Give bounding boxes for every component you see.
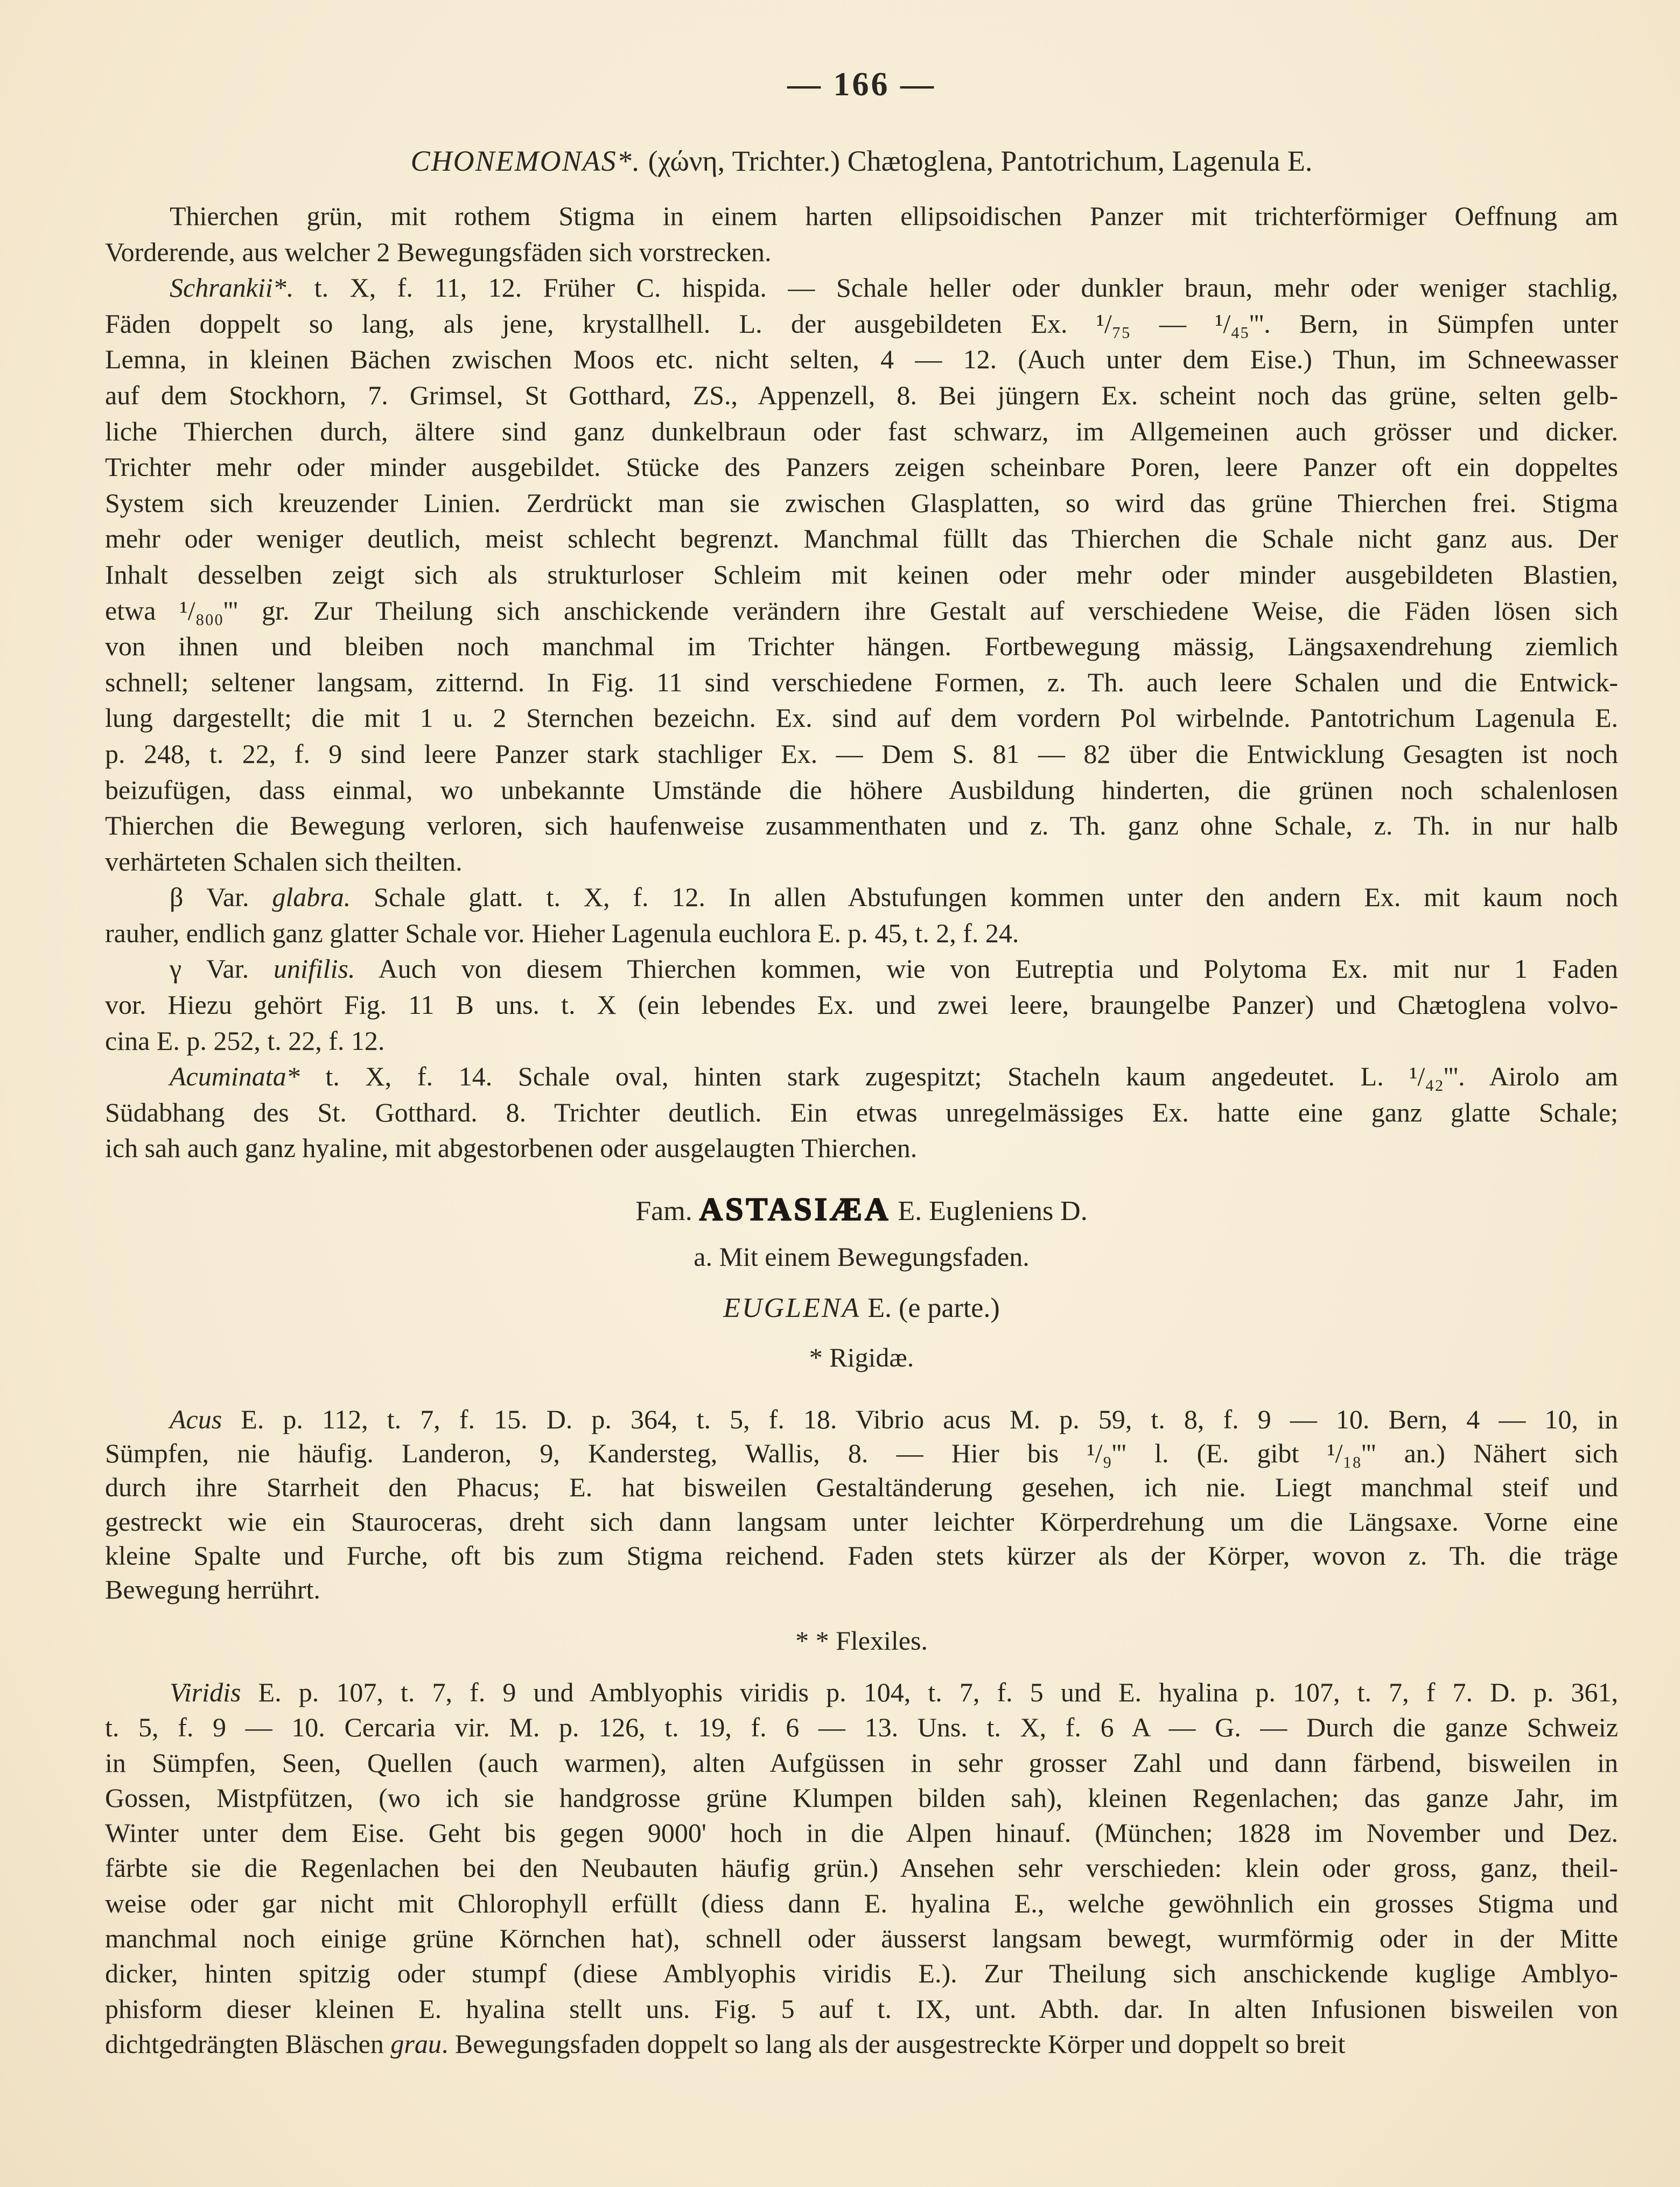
text-segment: E. p. 107, t. 7, f. 9 und Amblyophis viridis p. 104, t. 7, f. 5 und E. hyalina p. 107, t. 7, f 7. D. p. 361, bbox=[241, 1677, 1618, 1707]
genus-synonyms: (χώνη, Trichter.) Chætoglena, Pantotrichum, Lagenula E. bbox=[641, 145, 1313, 177]
text-line: System sich kreuzender Linien. Zerdrückt man sie zwischen Glasplatten, so wird das grüne Thierchen frei. Stigma bbox=[105, 487, 1618, 518]
genus-name: CHONEMONAS*. bbox=[410, 145, 641, 177]
text-line: t. 5, f. 9 — 10. Cercaria vir. M. p. 126, t. 19, f. 6 — 13. Uns. t. X, f. 6 A — G. — Durch die ganze Schweiz bbox=[105, 1712, 1618, 1743]
text-segment: t. X, f. 14. Schale oval, hinten stark zugespitzt; Stacheln kaum angedeutet. L. ¹/₄₂'''. Airolo am bbox=[299, 1061, 1618, 1092]
text-segment: . t. X, f. 11, 12. Früher C. hispida. — Schale heller oder dunkler braun, mehr oder weniger stachlig, bbox=[286, 272, 1618, 303]
text-segment: β Var. bbox=[170, 882, 272, 913]
text-line: gestreckt wie ein Stauroceras, dreht sich dann langsam unter leichter Körperdrehung um die Längsaxe. Vorne eine bbox=[105, 1506, 1618, 1537]
text-line bbox=[105, 270, 1618, 306]
group-heading-rigidae: * Rigidæ. bbox=[809, 1342, 914, 1372]
italic-term: grau bbox=[390, 2028, 442, 2059]
italic-term: Schrankii* bbox=[170, 272, 286, 303]
text-line: vor. Hiezu gehört Fig. 11 B uns. t. X (ein lebendes Ex. und zwei leere, braungelbe Panzer) und Chætoglena volvo- bbox=[105, 990, 1618, 1020]
italic-term: glabra. bbox=[272, 882, 351, 913]
genus-authority: E. (e parte.) bbox=[860, 1293, 1000, 1323]
text-line bbox=[105, 1675, 1618, 1710]
italic-term: Viridis bbox=[170, 1677, 241, 1707]
text-segment: E. p. 112, t. 7, f. 15. D. p. 364, t. 5, f. 18. Vibrio acus M. p. 59, t. 8, f. 9 — 10. Bern, 4 — 10, in bbox=[222, 1404, 1618, 1434]
text-line: Fäden doppelt so lang, als jene, krystallhell. L. der ausgebildeten Ex. ¹/₇₅ — ¹/₄₅'''. Bern, in Sümpfen unter bbox=[105, 308, 1618, 339]
text-line: manchmal noch einige grüne Körnchen hat), schnell oder äusserst langsam bewegt, wurmförmig oder in der Mitte bbox=[105, 1923, 1618, 1954]
text-line: von ihnen und bleiben noch manchmal im Trichter hängen. Fortbewegung mässig, Längsaxendrehung ziemlich bbox=[105, 631, 1618, 662]
text-line bbox=[105, 2027, 1618, 2062]
genus-heading-euglena bbox=[105, 1292, 1618, 1324]
text-line: Lemna, in kleinen Bächen zwischen Moos etc. nicht selten, 4 — 12. (Auch unter dem Eise.) Thun, im Schneewasser bbox=[105, 344, 1618, 375]
text-segment: Auch von diesem Thierchen kommen, wie von Eutreptia und Polytoma Ex. mit nur 1 Faden bbox=[355, 954, 1618, 984]
text-line: liche Thierchen durch, ältere sind ganz dunkelbraun oder fast schwarz, im Allgemeinen auch grösser und dicker. bbox=[105, 416, 1618, 446]
text-line: cina E. p. 252, t. 22, f. 12. bbox=[105, 1025, 385, 1056]
text-line: Winter unter dem Eise. Geht bis gegen 9000' hoch in die Alpen hinauf. (München; 1828 im November und Dez. bbox=[105, 1818, 1618, 1848]
text-line: kleine Spalte und Furche, oft bis zum Stigma reichend. Faden stets kürzer als der Körper, wovon z. Th. die träge bbox=[105, 1540, 1618, 1571]
text-line: durch ihre Starrheit den Phacus; E. hat bisweilen Gestaltänderung gesehen, ich nie. Liegt manchmal steif und bbox=[105, 1472, 1618, 1503]
genus-name: EUGLENA bbox=[723, 1293, 861, 1323]
text-line: Thierchen grün, mit rothem Stigma in einem harten ellipsoidischen Panzer mit trichterförmiger Oeffnung am bbox=[170, 201, 1618, 231]
text-segment: γ Var. bbox=[170, 954, 274, 984]
text-line bbox=[105, 951, 1618, 987]
text-line: phisform dieser kleinen E. hyalina stellt uns. Fig. 5 auf t. IX, unt. Abth. dar. In alten Infusionen bisweilen von bbox=[105, 1993, 1618, 2024]
text-line: Bewegung herrührt. bbox=[105, 1574, 320, 1604]
text-line: beizufügen, dass einmal, wo unbekannte Umstände die höhere Ausbildung hinderten, die grünen noch schalenlosen bbox=[105, 774, 1618, 805]
euglena-viridis-text bbox=[105, 1675, 1618, 2062]
text-line: weise oder gar nicht mit Chlorophyll erfüllt (diess dann E. hyalina E., welche gewöhnlich ein grosses Stigma und bbox=[105, 1888, 1618, 1918]
text-line: verhärteten Schalen sich theilten. bbox=[105, 846, 463, 877]
text-line: Gossen, Mistpfützen, (wo ich sie handgrosse grüne Klumpen bilden sah), kleinen Regenlachen; das ganze Jahr, im bbox=[105, 1782, 1618, 1813]
text-line bbox=[105, 1059, 1618, 1095]
text-line: schnell; seltener langsam, zitternd. In Fig. 11 sind verschiedene Formen, z. Th. auch leere Schalen und die Entwick- bbox=[105, 667, 1618, 697]
text-line: rauher, endlich ganz glatter Schale vor. Hieher Lagenula euchlora E. p. 45, t. 2, f. 24. bbox=[105, 917, 1019, 948]
text-line: Thierchen die Bewegung verloren, sich haufenweise zusammenthaten und z. Th. ganz ohne Schale, z. Th. in nur halb bbox=[105, 810, 1618, 841]
italic-term: unifilis. bbox=[274, 954, 355, 984]
text-line bbox=[105, 1403, 1618, 1436]
genus-heading-chonemonas bbox=[105, 144, 1618, 178]
text-line: lung dargestellt; die mit 1 u. 2 Sternchen bezeichn. Ex. sind auf dem vordern Pol wirbelnde. Pantotrichum Lagenula E. bbox=[105, 703, 1618, 733]
text-line: Südabhang des St. Gotthard. 8. Trichter deutlich. Ein etwas unregelmässiges Ex. hatte eine ganz glatte Schale; bbox=[105, 1097, 1618, 1127]
text-line: mehr oder weniger deutlich, meist schlecht begrenzt. Manchmal füllt das Thierchen die Schale nicht ganz aus. Der bbox=[105, 523, 1618, 554]
text-line: dicker, hinten spitzig oder stumpf (diese Amblyophis viridis E.). Zur Theilung sich anschickende kuglige Amblyo- bbox=[105, 1958, 1618, 1989]
text-line: in Sümpfen, Seen, Quellen (auch warmen), alten Aufgüssen in sehr grosser Zahl und dann färbend, bisweilen in bbox=[105, 1747, 1618, 1778]
text-line: auf dem Stockhorn, 7. Grimsel, St Gotthard, ZS., Appenzell, 8. Bei jüngern Ex. scheint noch das grüne, selten gelb- bbox=[105, 380, 1618, 410]
text-line: Inhalt desselben zeigt sich als strukturloser Schleim mit keinen oder mehr oder minder ausgebildeten Blastien, bbox=[105, 559, 1618, 590]
text-line: ich sah auch ganz hyaline, mit abgestorbenen oder ausgelaugten Thierchen. bbox=[105, 1133, 918, 1163]
text-line: etwa ¹/₈₀₀''' gr. Zur Theilung sich anschickende verändern ihre Gestalt auf verschiedene Weise, die Fäden lösen sich bbox=[105, 595, 1618, 626]
text-segment: . Bewegungsfaden doppelt so lang als der ausgestreckte Körper und doppelt so breit bbox=[441, 2028, 1346, 2059]
euglena-acus-text bbox=[105, 1403, 1618, 1607]
chonemonas-text bbox=[105, 198, 1618, 1166]
text-segment: dichtgedrängten Bläschen bbox=[105, 2028, 391, 2059]
italic-term: Acuminata* bbox=[170, 1061, 300, 1092]
text-line: Sümpfen, nie häufig. Landeron, 9, Kandersteg, Wallis, 8. — Hier bis ¹/₉''' l. (E. gibt ¹/₁₈''' an.) Nähert sich bbox=[105, 1438, 1618, 1469]
text-line: färbte sie die Regenlachen bei den Neubauten häufig grün.) Ansehen sehr verschieden: klein oder gross, ganz, theil- bbox=[105, 1853, 1618, 1883]
text-line bbox=[105, 879, 1618, 915]
family-heading bbox=[105, 1191, 1618, 1228]
text-line: Vorderende, aus welcher 2 Bewegungsfäden sich vorstrecken. bbox=[105, 236, 772, 267]
family-suffix: E. Eugleniens D. bbox=[891, 1196, 1088, 1226]
page-number: — 166 — bbox=[787, 66, 936, 103]
text-line: Trichter mehr oder minder ausgebildet. Stücke des Panzers zeigen scheinbare Poren, leere Panzer oft ein doppeltes bbox=[105, 452, 1618, 482]
subheading: a. Mit einem Bewegungsfaden. bbox=[694, 1242, 1030, 1272]
text-segment: Schale glatt. t. X, f. 12. In allen Abstufungen kommen unter den andern Ex. mit kaum noch bbox=[351, 882, 1618, 913]
italic-term: Acus bbox=[170, 1404, 222, 1434]
family-name: ASTASIÆA bbox=[699, 1191, 891, 1227]
family-prefix: Fam. bbox=[635, 1196, 699, 1226]
group-heading-flexiles: * * Flexiles. bbox=[795, 1625, 928, 1656]
text-line: p. 248, t. 22, f. 9 sind leere Panzer stark stachliger Ex. — Dem S. 81 — 82 über die Entwicklung Gesagten ist noch bbox=[105, 738, 1618, 769]
